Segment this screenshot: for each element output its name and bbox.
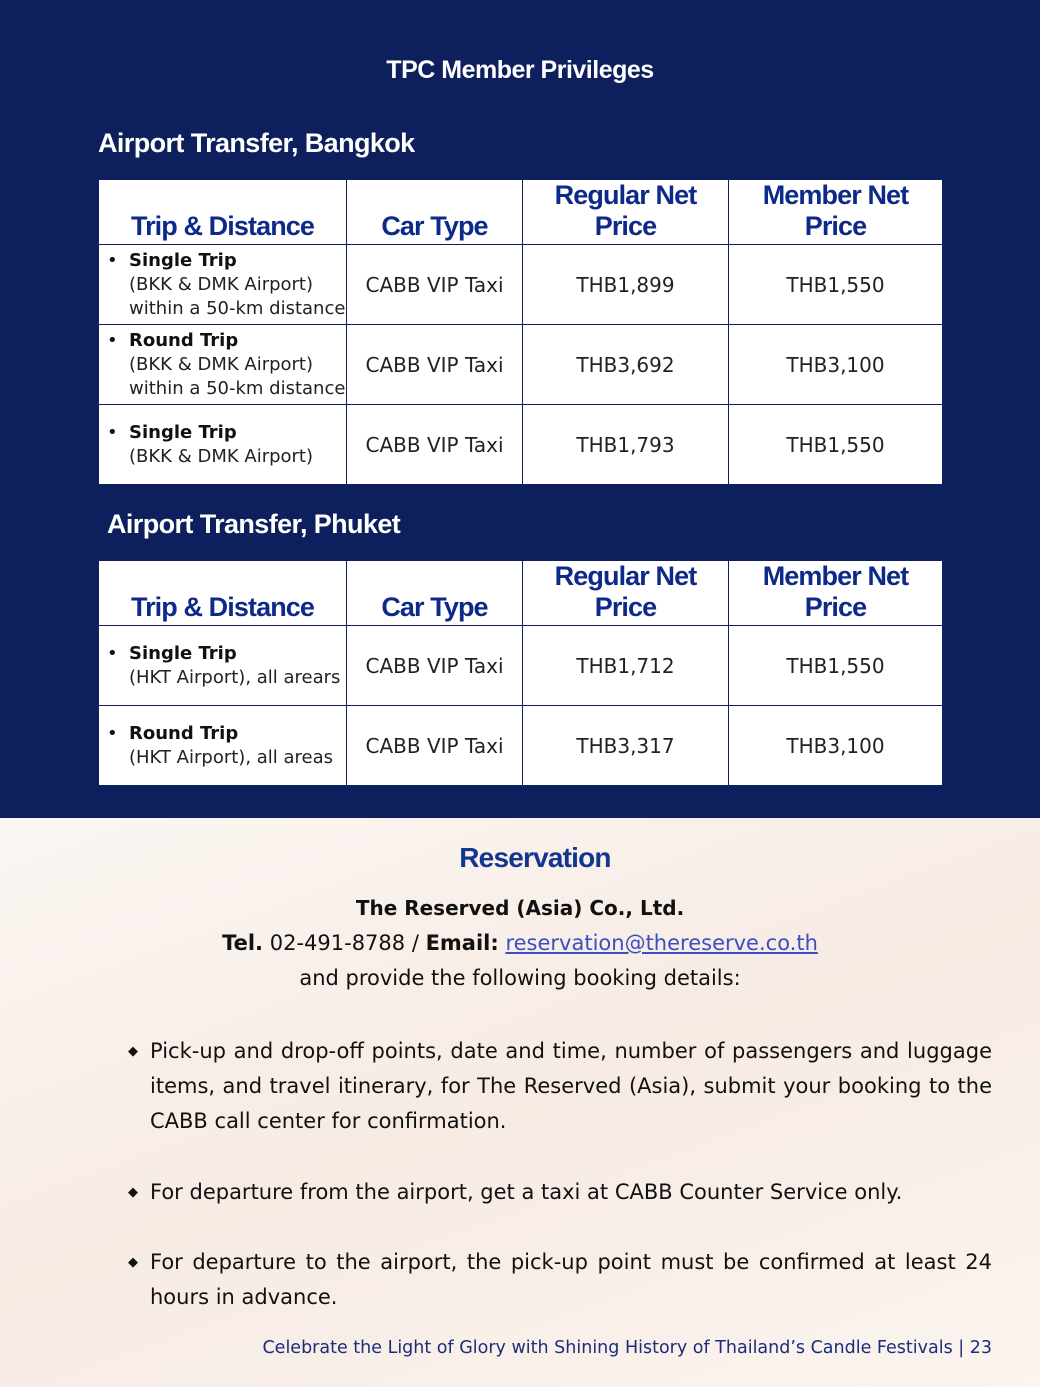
car-type-cell: CABB VIP Taxi <box>347 245 523 325</box>
list-item <box>128 1175 992 1210</box>
car-type-cell: CABB VIP Taxi <box>347 626 523 706</box>
phuket-section-title: Airport Transfer, Phuket <box>107 509 401 539</box>
trip-name: Single Trip <box>129 421 237 443</box>
bullet-text: For departure to the airport, the pick-up point must be confirmed at least 24 hours in advance. <box>150 1250 992 1309</box>
col-header-trip: Trip & Distance <box>99 180 347 245</box>
col-header-car: Car Type <box>347 561 523 626</box>
bullet-text: For departure from the airport, get a taxi at CABB Counter Service only. <box>150 1180 903 1204</box>
company-name: The Reserved (Asia) Co., Ltd. <box>355 896 685 920</box>
col-header-trip: Trip & Distance <box>99 561 347 626</box>
tel-number: 02-491-8788 / <box>269 931 419 955</box>
trip-cell <box>99 706 347 786</box>
provide-text: and provide the following booking details: <box>299 966 741 990</box>
diamond-bullet-icon: ◆ <box>128 1044 138 1059</box>
car-type-cell: CABB VIP Taxi <box>347 706 523 786</box>
regular-price-cell: THB3,317 <box>523 706 729 786</box>
trip-cell <box>99 245 347 325</box>
regular-price-cell: THB3,692 <box>523 325 729 405</box>
member-price-cell: THB3,100 <box>729 325 943 405</box>
bullet-text: Pick-up and drop-off points, date and time, number of passengers and luggage items, and travel itinerary, for The Reserved (Asia), submit your booking to the CABB call center for confirmation. <box>150 1039 992 1133</box>
member-price-cell: THB1,550 <box>729 626 943 706</box>
list-item <box>128 1245 992 1315</box>
col-header-regular: Regular Net Price <box>523 180 729 245</box>
table-row <box>99 245 943 325</box>
col-header-member: Member Net Price <box>729 180 943 245</box>
trip-cell <box>99 626 347 706</box>
page-title: TPC Member Privileges <box>386 56 654 84</box>
member-price-cell: THB3,100 <box>729 706 943 786</box>
bullet-dot-icon: • <box>107 421 118 443</box>
trip-name: Single Trip <box>129 249 237 271</box>
col-header-car: Car Type <box>347 180 523 245</box>
trip-detail: (HKT Airport), all arears <box>129 666 341 688</box>
trip-detail: (BKK & DMK Airport) <box>129 273 314 295</box>
diamond-bullet-icon: ◆ <box>128 1255 138 1270</box>
trip-detail: (BKK & DMK Airport) <box>129 445 314 467</box>
trip-name: Single Trip <box>129 642 237 664</box>
email-label: Email: <box>425 931 499 955</box>
tel-label: Tel. <box>222 931 264 955</box>
table-row <box>99 626 943 706</box>
reservation-title: Reservation <box>459 842 611 873</box>
email-link[interactable]: reservation@thereserve.co.th <box>505 931 818 955</box>
car-type-cell: CABB VIP Taxi <box>347 325 523 405</box>
list-item <box>128 1034 992 1139</box>
trip-cell <box>99 405 347 485</box>
table-row <box>99 325 943 405</box>
trip-detail: within a 50-km distance <box>129 297 346 319</box>
trip-detail: within a 50-km distance <box>129 377 346 399</box>
phuket-rates-table <box>98 560 943 786</box>
member-price-cell: THB1,550 <box>729 405 943 485</box>
member-price-cell: THB1,550 <box>729 245 943 325</box>
bullet-dot-icon: • <box>107 329 118 351</box>
regular-price-cell: THB1,712 <box>523 626 729 706</box>
bangkok-rates-table <box>98 179 943 485</box>
bullet-dot-icon: • <box>107 722 118 744</box>
bullet-dot-icon: • <box>107 249 118 271</box>
page-footer: Celebrate the Light of Glory with Shining History of Thailand’s Candle Festivals | 23 <box>262 1338 992 1358</box>
diamond-bullet-icon: ◆ <box>128 1185 138 1200</box>
regular-price-cell: THB1,793 <box>523 405 729 485</box>
trip-detail: (BKK & DMK Airport) <box>129 353 314 375</box>
trip-detail: (HKT Airport), all areas <box>129 746 334 768</box>
col-header-regular: Regular Net Price <box>523 561 729 626</box>
trip-name: Round Trip <box>129 329 239 351</box>
bullet-dot-icon: • <box>107 642 118 664</box>
col-header-member: Member Net Price <box>729 561 943 626</box>
trip-cell <box>99 325 347 405</box>
table-row <box>99 706 943 786</box>
car-type-cell: CABB VIP Taxi <box>347 405 523 485</box>
bangkok-section-title: Airport Transfer, Bangkok <box>98 128 415 158</box>
contact-line <box>0 931 1040 955</box>
trip-name: Round Trip <box>129 722 239 744</box>
table-row <box>99 405 943 485</box>
regular-price-cell: THB1,899 <box>523 245 729 325</box>
